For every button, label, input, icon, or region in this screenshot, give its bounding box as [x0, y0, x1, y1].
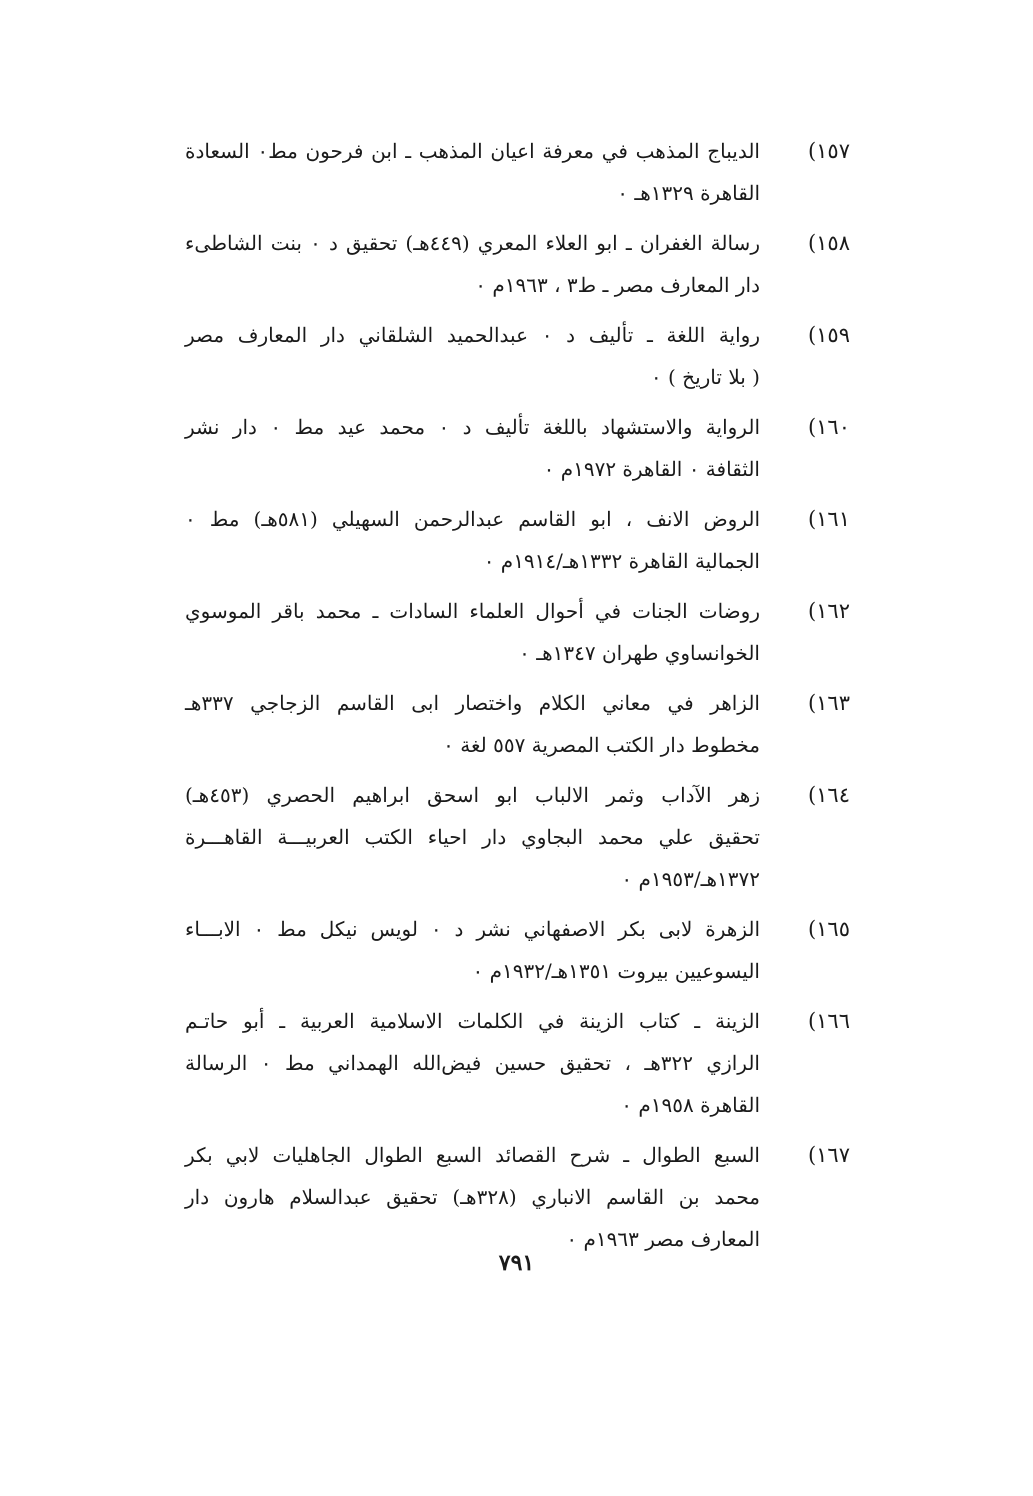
entry-number: ١٦٤) [807, 783, 850, 807]
entry-line: الرواية والاستشهاد باللغة تأليف د ٠ محمد عيد مط ٠ دار نشر [185, 415, 760, 439]
entry-line: القاهرة ١٣٢٩هـ ٠ [617, 181, 760, 205]
bibliography-entry [185, 1000, 850, 1126]
entry-line: اليسوعيين بيروت ١٣٥١هـ/١٩٣٢م ٠ [472, 959, 760, 983]
entry-line: ١٣٧٢هـ/١٩٥٣م ٠ [621, 867, 760, 891]
entry-line: الزاهر في معاني الكلام واختصار ابى القاسم الزجاجي ٣٣٧هـ [185, 691, 760, 715]
bibliography-entry [185, 130, 850, 214]
entry-line: روضات الجنات في أحوال العلماء السادات ـ محمد باقر الموسوي [185, 599, 760, 623]
entry-number: ١٦٧) [807, 1143, 850, 1167]
entry-number: ١٥٧) [807, 139, 850, 163]
entry-line: دار المعارف مصر ـ ط٣ ، ١٩٦٣م ٠ [475, 273, 760, 297]
entry-number: ١٦٣) [807, 691, 850, 715]
entry-line: السبع الطوال ـ شرح القصائد السبع الطوال الجاهليات لابي بكر [185, 1143, 760, 1167]
bibliography-entry [185, 590, 850, 674]
entry-line: الخوانساوي طهران ١٣٤٧هـ ٠ [519, 641, 760, 665]
entry-number: ١٦٠) [807, 415, 850, 439]
entry-line: محمد بن القاسم الانباري (٣٢٨هـ) تحقيق عبدالسلام هارون دار [185, 1185, 760, 1209]
entry-line: الرازي ٣٢٢هـ ، تحقيق حسين فيض‌الله الهمداني مط ٠ الرسالة [185, 1051, 760, 1075]
bibliography-list [185, 130, 850, 1268]
entry-number: ١٥٩) [807, 323, 850, 347]
entry-number: ١٦٥) [807, 917, 850, 941]
entry-line: تحقيق علي محمد البجاوي دار احياء الكتب العربيـــة القاهـــرة [185, 825, 760, 849]
bibliography-entry [185, 498, 850, 582]
entry-line: المعارف مصر ١٩٦٣م ٠ [566, 1227, 760, 1251]
bibliography-entry [185, 314, 850, 398]
entry-line: الزهرة لابى بكر الاصفهاني نشر د ٠ لويس نيكل مط ٠ الابـــاء [185, 917, 761, 941]
entry-number: ١٥٨) [807, 231, 850, 255]
bibliography-entry [185, 774, 850, 900]
bibliography-entry [185, 406, 850, 490]
bibliography-entry [185, 682, 850, 766]
entry-line: رسالة الغفران ـ ابو العلاء المعري (٤٤٩هـ) تحقيق د ٠ بنت الشاطىء [185, 231, 760, 255]
bibliography-entry [185, 1134, 850, 1260]
entry-line: الروض الانف ، ابو القاسم عبدالرحمن السهيلي (٥٨١هـ) مط ٠ [185, 507, 761, 531]
entry-number: ١٦١) [807, 507, 850, 531]
page-number: ٧٩١ [498, 1250, 535, 1276]
entry-line: الزينة ـ كتاب الزينة في الكلمات الاسلامية العربية ـ أبو حاتـم [185, 1009, 760, 1033]
entry-line: الديباج المذهب في معرفة اعيان المذهب ـ ابن فرحون مط٠ السعادة [185, 139, 760, 163]
entry-line: الجمالية القاهرة ١٣٣٢هـ/١٩١٤م ٠ [483, 549, 760, 573]
entry-line: القاهرة ١٩٥٨م ٠ [621, 1093, 760, 1117]
bibliography-entry [185, 222, 850, 306]
bibliography-entry [185, 908, 850, 992]
entry-number: ١٦٦) [807, 1009, 850, 1033]
entry-number: ١٦٢) [807, 599, 850, 623]
entry-line: زهر الآداب وثمر الالباب ابو اسحق ابراهيم الحصري (٤٥٣هـ) [185, 783, 760, 807]
entry-line: الثقافة ٠ القاهرة ١٩٧٢م ٠ [543, 457, 760, 481]
entry-line: ( بلا تاريخ ) ٠ [650, 365, 760, 389]
entry-line: مخطوط دار الكتب المصرية ٥٥٧ لغة ٠ [443, 733, 760, 757]
entry-line: رواية اللغة ـ تأليف د ٠ عبدالحميد الشلقاني دار المعارف مصر [185, 323, 760, 347]
